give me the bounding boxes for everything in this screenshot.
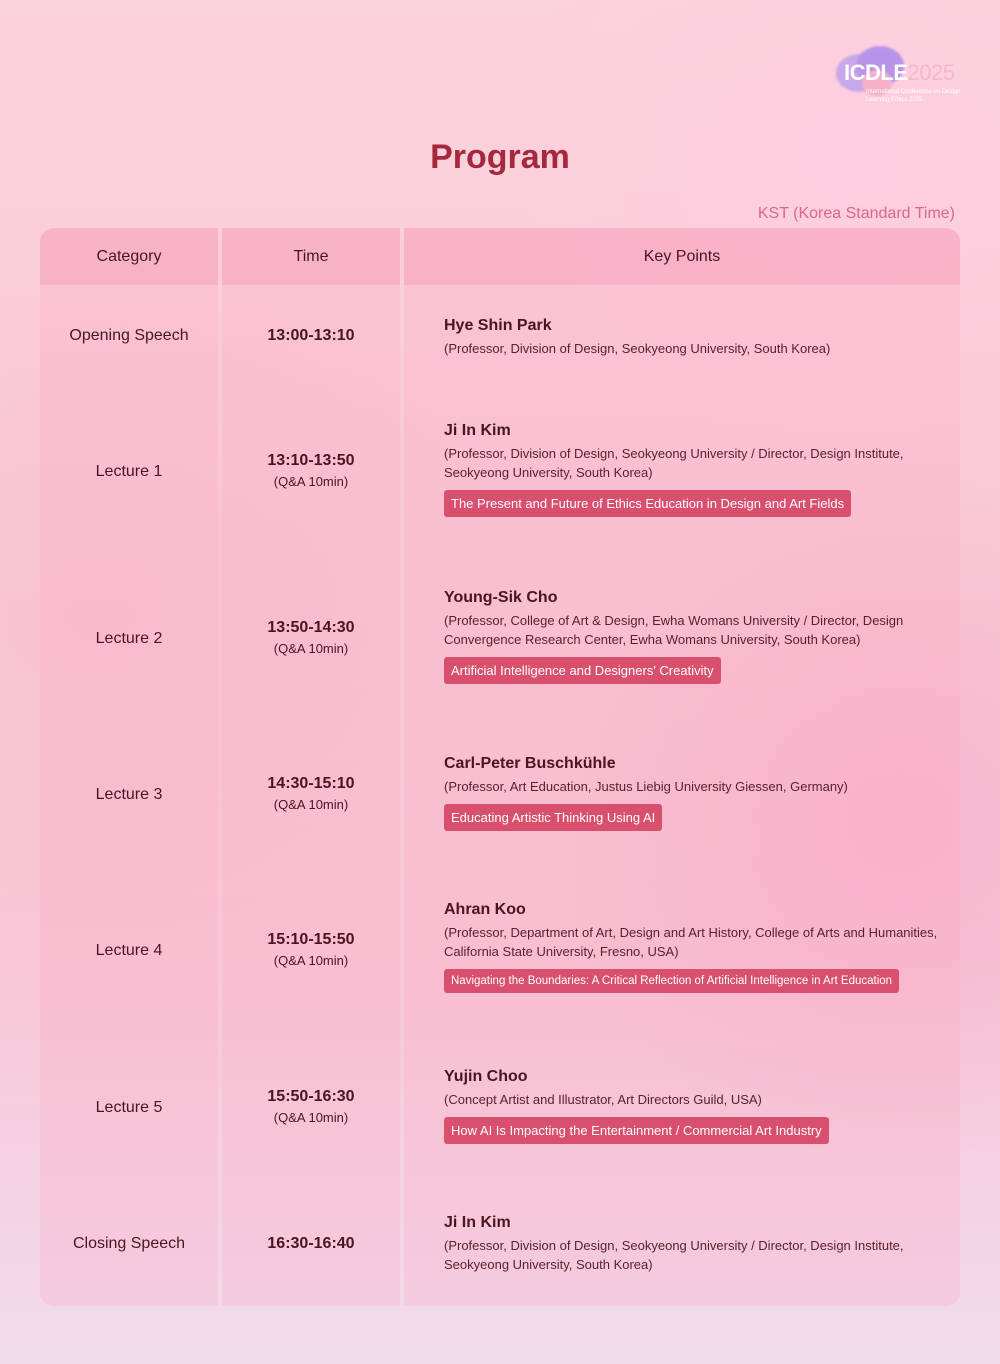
speaker-affiliation: (Professor, Division of Design, Seokyeong University / Director, Design Institute, Seokyeong University, South Korea) bbox=[444, 1238, 904, 1272]
row-key-points bbox=[444, 755, 944, 831]
speaker-name: Ji In Kim bbox=[444, 1214, 511, 1231]
row-time bbox=[222, 619, 400, 656]
time-range: 15:10-15:50 bbox=[267, 931, 355, 948]
row-key-points bbox=[444, 317, 944, 358]
speaker-name: Hye Shin Park bbox=[444, 317, 552, 334]
row-category: Lecture 5 bbox=[95, 1099, 163, 1116]
row-time bbox=[222, 775, 400, 812]
qa-duration: (Q&A 10min) bbox=[273, 1110, 349, 1125]
lecture-topic-badge: Artificial Intelligence and Designers' Creativity bbox=[444, 657, 721, 684]
program-table bbox=[40, 228, 960, 1306]
time-column bbox=[222, 228, 400, 1306]
row-key-points bbox=[444, 589, 944, 684]
row-category: Lecture 1 bbox=[95, 463, 163, 480]
time-range: 14:30-15:10 bbox=[267, 775, 355, 792]
speaker-affiliation: (Concept Artist and Illustrator, Art Directors Guild, USA) bbox=[444, 1092, 762, 1107]
row-category: Closing Speech bbox=[72, 1235, 186, 1252]
speaker-name: Yujin Choo bbox=[444, 1068, 528, 1085]
row-category: Lecture 4 bbox=[95, 942, 163, 959]
speaker-affiliation: (Professor, Department of Art, Design and Art History, College of Arts and Humanities, California State University, Fresno, USA) bbox=[444, 925, 938, 959]
qa-duration: (Q&A 10min) bbox=[273, 641, 349, 656]
speaker-name: Ji In Kim bbox=[444, 422, 511, 439]
row-time bbox=[222, 327, 400, 345]
row-key-points bbox=[444, 901, 944, 993]
qa-duration: (Q&A 10min) bbox=[273, 953, 349, 968]
row-time bbox=[222, 931, 400, 968]
speaker-affiliation: (Professor, College of Art & Design, Ewha Womans University / Director, Design Convergence Research Center, Ewha Womans University, South Korea) bbox=[444, 613, 904, 647]
header-category: Category bbox=[40, 228, 218, 285]
row-category: Lecture 2 bbox=[95, 630, 163, 647]
speaker-name: Carl-Peter Buschkühle bbox=[444, 755, 616, 772]
timezone-label: KST (Korea Standard Time) bbox=[757, 205, 955, 222]
lecture-topic-badge: The Present and Future of Ethics Education in Design and Art Fields bbox=[444, 490, 851, 517]
time-range: 13:10-13:50 bbox=[267, 452, 355, 469]
lecture-topic-badge: Navigating the Boundaries: A Critical Reflection of Artificial Intelligence in Art Education bbox=[444, 969, 899, 993]
speaker-name: Ahran Koo bbox=[444, 901, 526, 918]
time-range: 15:50-16:30 bbox=[267, 1088, 355, 1105]
row-key-points bbox=[444, 422, 944, 517]
time-range: 16:30-16:40 bbox=[267, 1235, 355, 1252]
row-key-points bbox=[444, 1214, 944, 1274]
row-time bbox=[222, 452, 400, 489]
conference-logo bbox=[832, 44, 962, 110]
speaker-affiliation: (Professor, Division of Design, Seokyeong University, South Korea) bbox=[444, 341, 831, 356]
row-category: Lecture 3 bbox=[95, 786, 163, 803]
time-range: 13:50-14:30 bbox=[267, 619, 355, 636]
logo-subtitle: International Conference on Design Learning Ethics 2025 bbox=[866, 89, 961, 103]
qa-duration: (Q&A 10min) bbox=[273, 797, 349, 812]
logo-wordmark: ICDLE2025 bbox=[844, 60, 955, 85]
category-column bbox=[40, 228, 218, 1306]
lecture-topic-badge: Educating Artistic Thinking Using AI bbox=[444, 804, 662, 831]
time-range: 13:00-13:10 bbox=[267, 327, 355, 344]
speaker-affiliation: (Professor, Division of Design, Seokyeong University / Director, Design Institute, Seokyeong University, South Korea) bbox=[444, 446, 904, 480]
row-time bbox=[222, 1235, 400, 1253]
row-time bbox=[222, 1088, 400, 1125]
lecture-topic-badge: How AI Is Impacting the Entertainment / Commercial Art Industry bbox=[444, 1117, 829, 1144]
page-title: Program bbox=[430, 138, 570, 176]
speaker-name: Young-Sik Cho bbox=[444, 589, 558, 606]
header-key-points: Key Points bbox=[404, 228, 960, 285]
speaker-affiliation: (Professor, Art Education, Justus Liebig University Giessen, Germany) bbox=[444, 779, 848, 794]
qa-duration: (Q&A 10min) bbox=[273, 474, 349, 489]
row-key-points bbox=[444, 1068, 944, 1144]
row-category: Opening Speech bbox=[69, 327, 189, 344]
header-time: Time bbox=[222, 228, 400, 285]
